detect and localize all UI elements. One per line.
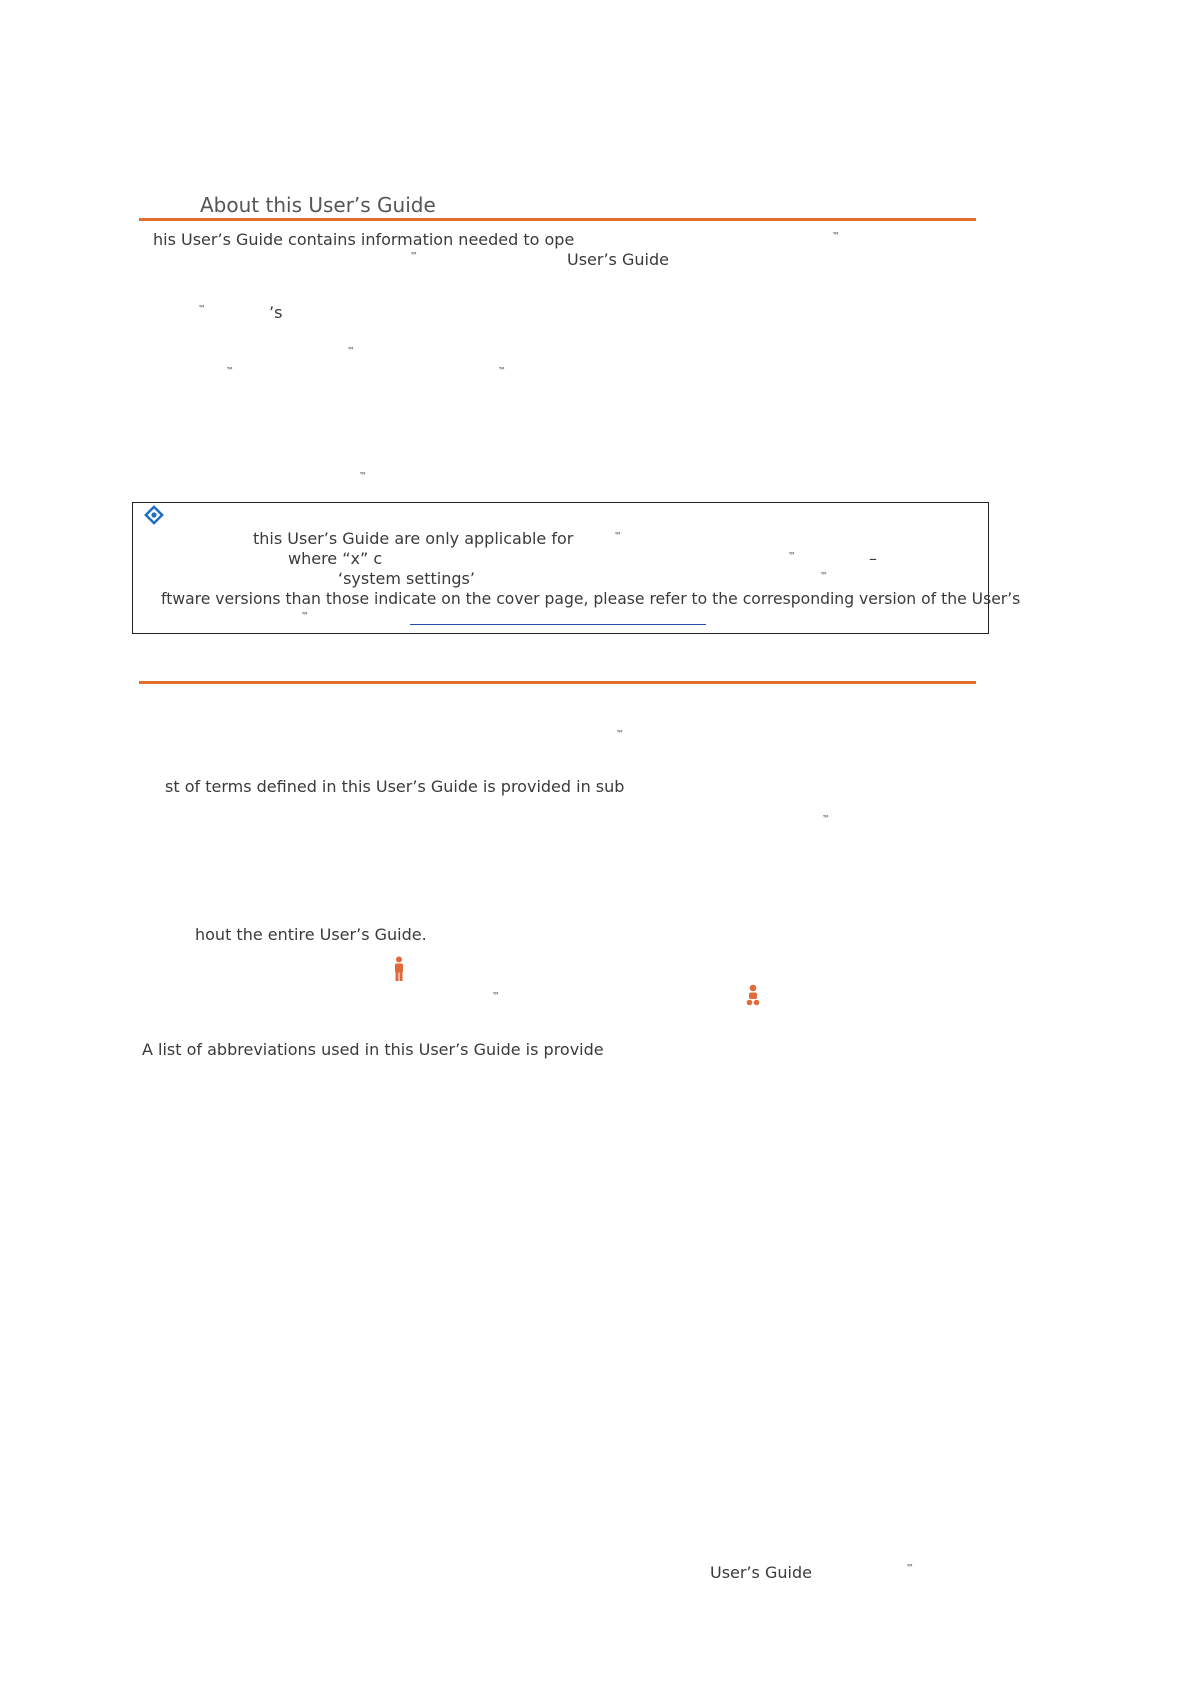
trademark-mark: ™ bbox=[820, 571, 828, 580]
possessive-s: ’s bbox=[269, 303, 283, 322]
abbreviations-line: A list of abbreviations used in this User’s Guide is provide bbox=[142, 1040, 604, 1059]
trademark-mark: ™ bbox=[614, 531, 622, 540]
note-line-4: ftware versions than those indicate on the cover page, please refer to the corresponding version of the User’s bbox=[161, 590, 1021, 608]
note-dash: – bbox=[869, 549, 877, 568]
trademark-mark: ™ bbox=[198, 304, 206, 313]
trademark-mark: ™ bbox=[347, 346, 355, 355]
trademark-mark: ™ bbox=[498, 366, 506, 375]
trademark-mark: ™ bbox=[226, 366, 234, 375]
trademark-mark: ™ bbox=[906, 1563, 914, 1572]
adult-patient-icon bbox=[392, 956, 406, 982]
note-line-2: where “x” c bbox=[288, 549, 383, 568]
hyperlink-underline[interactable] bbox=[410, 624, 706, 625]
trademark-mark: ™ bbox=[616, 729, 624, 738]
trademark-mark: ™ bbox=[788, 551, 796, 560]
trademark-mark: ™ bbox=[301, 611, 309, 620]
trademark-mark: ™ bbox=[359, 471, 367, 480]
trademark-mark: ™ bbox=[832, 231, 840, 240]
note-box bbox=[132, 502, 989, 634]
terms-line: st of terms defined in this User’s Guide is provided in sub bbox=[165, 777, 625, 796]
trademark-mark: ™ bbox=[492, 991, 500, 1000]
footer-guide-title: User’s Guide bbox=[710, 1563, 812, 1582]
trademark-mark: ™ bbox=[410, 251, 418, 260]
section-heading: About this User’s Guide bbox=[200, 193, 436, 217]
trademark-mark: ™ bbox=[822, 814, 830, 823]
intro-guide-text: User’s Guide bbox=[567, 250, 669, 269]
section-rule bbox=[139, 681, 976, 684]
throughout-line: hout the entire User’s Guide. bbox=[195, 925, 427, 944]
pediatric-patient-icon bbox=[745, 984, 761, 1006]
note-line-1: this User’s Guide are only applicable for bbox=[253, 529, 574, 548]
intro-line-1: his User’s Guide contains information needed to ope bbox=[153, 230, 575, 249]
heading-rule bbox=[139, 218, 976, 221]
note-line-3: ‘system settings’ bbox=[338, 569, 475, 588]
info-icon bbox=[143, 504, 165, 526]
